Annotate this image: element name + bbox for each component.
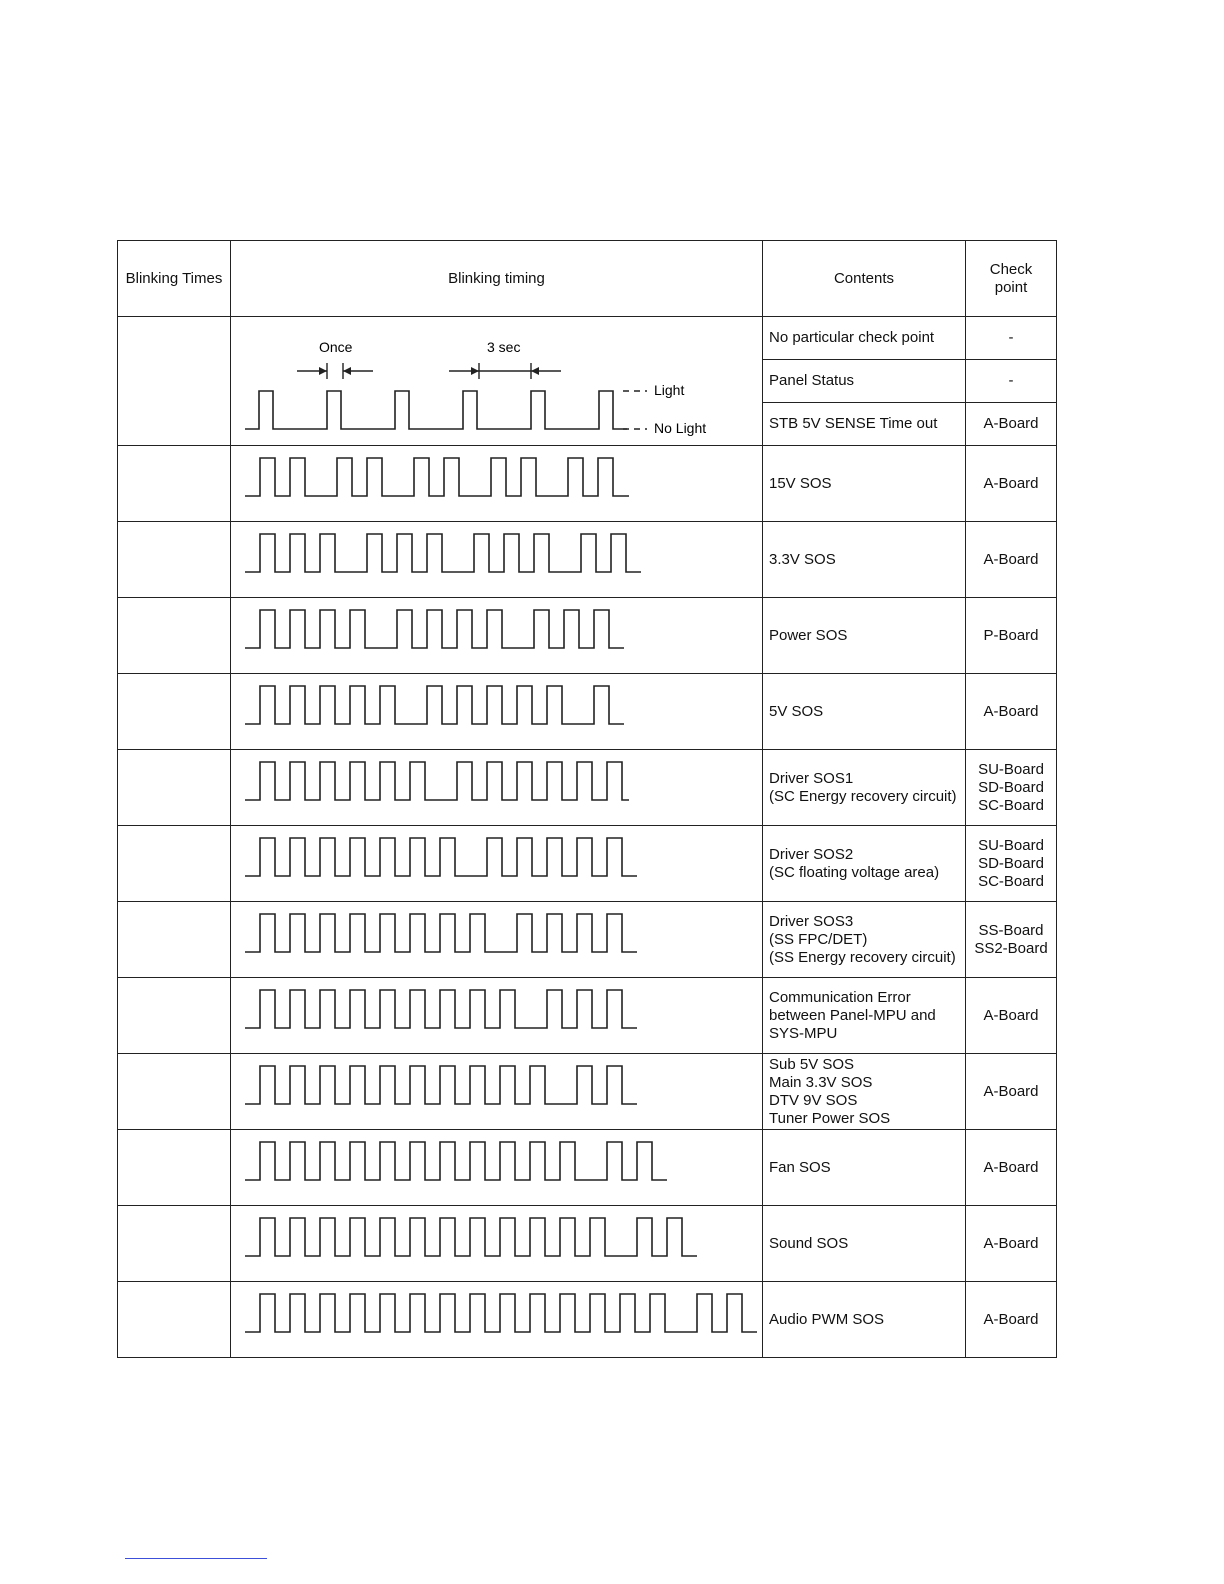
header-row — [118, 241, 1057, 317]
blink-count — [118, 1282, 231, 1358]
blink-waveform — [231, 674, 761, 749]
blink-count — [118, 826, 231, 902]
waveform-trace — [245, 391, 627, 429]
table-row — [118, 317, 1057, 360]
blink-count — [118, 1054, 231, 1130]
table-row — [118, 1054, 1057, 1130]
blink-count — [118, 1130, 231, 1206]
contents-text: DTV 9V SOS — [769, 1091, 858, 1109]
contents-text: Fan SOS — [769, 1158, 831, 1176]
check-point-text: SC-Board — [978, 796, 1044, 814]
blink-waveform — [231, 1054, 761, 1129]
blink-count — [118, 674, 231, 750]
contents-cell — [763, 1054, 966, 1130]
blink-waveform-cell — [231, 1054, 763, 1130]
contents-text: Sound SOS — [769, 1234, 849, 1252]
blink-count — [118, 598, 231, 674]
blink-count — [118, 446, 231, 522]
check-point-cell — [966, 674, 1057, 750]
blink-count — [118, 1206, 231, 1282]
contents-text: Communication Error — [769, 988, 911, 1006]
blink-waveform — [231, 1206, 761, 1281]
table-row — [118, 522, 1057, 598]
table-row — [118, 826, 1057, 902]
contents-cell — [763, 674, 966, 750]
check-point-text: A-Board — [983, 550, 1039, 568]
check-point-cell — [966, 317, 1057, 360]
blink-waveform — [231, 826, 761, 901]
legend-no-light: No Light — [654, 420, 707, 436]
contents-text: (SS FPC/DET) — [769, 930, 868, 948]
header-blinking-times: Blinking Times — [118, 241, 231, 317]
check-point-text: A-Board — [983, 415, 1039, 432]
check-point-text: SU-Board — [978, 836, 1044, 854]
blink-waveform — [231, 317, 761, 445]
contents-text: between Panel-MPU and — [769, 1006, 936, 1024]
check-point-cell — [966, 598, 1057, 674]
blink-waveform — [231, 522, 761, 597]
check-point-cell — [966, 1054, 1057, 1130]
contents-cell — [763, 978, 966, 1054]
contents-cell — [763, 1206, 966, 1282]
check-point-text: A-Board — [983, 1006, 1039, 1024]
blink-waveform — [231, 1130, 761, 1205]
contents-text: Tuner Power SOS — [769, 1109, 891, 1127]
contents-cell — [763, 1282, 966, 1358]
check-point-text: SD-Board — [978, 778, 1044, 796]
waveform-trace — [245, 610, 624, 648]
blink-waveform — [231, 902, 761, 977]
contents-text: 5V SOS — [769, 702, 824, 720]
contents-text: SYS-MPU — [769, 1024, 838, 1042]
check-point-cell — [966, 403, 1057, 446]
arrow-head — [471, 367, 479, 375]
check-point-text: - — [1008, 372, 1014, 389]
check-point-cell — [966, 1282, 1057, 1358]
contents-cell — [763, 446, 966, 522]
blink-waveform-cell — [231, 446, 763, 522]
blink-waveform-cell — [231, 902, 763, 978]
contents-text: Audio PWM SOS — [769, 1310, 885, 1328]
check-point-text: SC-Board — [978, 872, 1044, 890]
check-point-cell — [966, 978, 1057, 1054]
check-point-text: A-Board — [983, 702, 1039, 720]
sos-blinking-table — [117, 240, 1057, 1358]
waveform-trace — [245, 838, 637, 876]
waveform-trace — [245, 1218, 697, 1256]
blink-waveform-cell — [231, 750, 763, 826]
check-point-cell — [966, 1206, 1057, 1282]
blink-waveform-cell — [231, 522, 763, 598]
table-row — [118, 1206, 1057, 1282]
contents-text: (SC Energy recovery circuit) — [769, 787, 957, 805]
header-check-point: Check point — [966, 241, 1057, 317]
table-row — [118, 1130, 1057, 1206]
contents-text: (SC floating voltage area) — [769, 863, 940, 881]
check-point-cell — [966, 826, 1057, 902]
table-row — [118, 598, 1057, 674]
blink-waveform-cell — [231, 1206, 763, 1282]
blink-waveform-cell — [231, 1130, 763, 1206]
check-point-text: SS-Board — [978, 921, 1044, 939]
blink-count — [118, 978, 231, 1054]
blink-waveform-cell — [231, 598, 763, 674]
check-point-cell — [966, 902, 1057, 978]
blink-waveform — [231, 1282, 761, 1357]
contents-cell — [763, 317, 966, 360]
blink-waveform — [231, 446, 761, 521]
check-point-text: A-Board — [983, 1158, 1039, 1176]
contents-text: 3.3V SOS — [769, 550, 836, 568]
check-point-text: SU-Board — [978, 760, 1044, 778]
footer-link-underline — [125, 1558, 267, 1559]
arrow-head — [319, 367, 327, 375]
waveform-trace — [245, 686, 624, 724]
check-point-cell — [966, 446, 1057, 522]
contents-text: Sub 5V SOS — [769, 1055, 855, 1073]
contents-text: 15V SOS — [769, 474, 832, 492]
blink-waveform-cell — [231, 1282, 763, 1358]
check-point-text: A-Board — [983, 1082, 1039, 1100]
arrow-head — [343, 367, 351, 375]
waveform-trace — [245, 1294, 757, 1332]
contents-cell — [763, 360, 966, 403]
check-point-text: - — [1008, 329, 1014, 346]
table-row — [118, 750, 1057, 826]
contents-text: No particular check point — [769, 329, 935, 346]
contents-cell — [763, 1130, 966, 1206]
legend-once: Once — [319, 339, 353, 355]
blink-count — [118, 750, 231, 826]
contents-cell — [763, 403, 966, 446]
blink-waveform — [231, 978, 761, 1053]
waveform-trace — [245, 1142, 667, 1180]
check-point-cell — [966, 750, 1057, 826]
table-body — [118, 317, 1057, 1358]
table-row — [118, 674, 1057, 750]
contents-text: Panel Status — [769, 372, 855, 389]
legend-light: Light — [654, 382, 685, 398]
contents-text: Driver SOS1 — [769, 769, 854, 787]
blink-waveform-cell — [231, 978, 763, 1054]
blink-waveform-cell — [231, 826, 763, 902]
waveform-trace — [245, 534, 641, 572]
legend-interval: 3 sec — [487, 339, 521, 355]
check-point-text: A-Board — [983, 1234, 1039, 1252]
check-point-text: A-Board — [983, 1310, 1039, 1328]
header-contents: Contents — [763, 241, 966, 317]
table-row — [118, 1282, 1057, 1358]
waveform-trace — [245, 1066, 637, 1104]
contents-cell — [763, 826, 966, 902]
waveform-trace — [245, 762, 629, 800]
blink-waveform-cell — [231, 317, 763, 446]
check-point-cell — [966, 360, 1057, 403]
table-row — [118, 978, 1057, 1054]
check-point-cell — [966, 522, 1057, 598]
header-blinking-timing: Blinking timing — [231, 241, 763, 317]
contents-text: Main 3.3V SOS — [769, 1073, 873, 1091]
contents-text: Power SOS — [769, 626, 848, 644]
blink-waveform — [231, 598, 761, 673]
contents-text: Driver SOS2 — [769, 845, 854, 863]
blink-count — [118, 522, 231, 598]
blink-count — [118, 317, 231, 446]
check-point-text: SS2-Board — [974, 939, 1048, 957]
contents-cell — [763, 902, 966, 978]
blink-waveform — [231, 750, 761, 825]
contents-cell — [763, 750, 966, 826]
contents-cell — [763, 522, 966, 598]
table-row — [118, 902, 1057, 978]
waveform-trace — [245, 990, 637, 1028]
check-point-text: SD-Board — [978, 854, 1044, 872]
contents-cell — [763, 598, 966, 674]
contents-text: (SS Energy recovery circuit) — [769, 948, 956, 966]
check-point-text: P-Board — [983, 626, 1039, 644]
check-point-cell — [966, 1130, 1057, 1206]
blink-waveform-cell — [231, 674, 763, 750]
check-point-text: A-Board — [983, 474, 1039, 492]
arrow-head — [531, 367, 539, 375]
waveform-trace — [245, 914, 637, 952]
blink-count — [118, 902, 231, 978]
contents-text: Driver SOS3 — [769, 912, 854, 930]
waveform-trace — [245, 458, 629, 496]
table-row — [118, 446, 1057, 522]
contents-text: STB 5V SENSE Time out — [769, 415, 938, 432]
